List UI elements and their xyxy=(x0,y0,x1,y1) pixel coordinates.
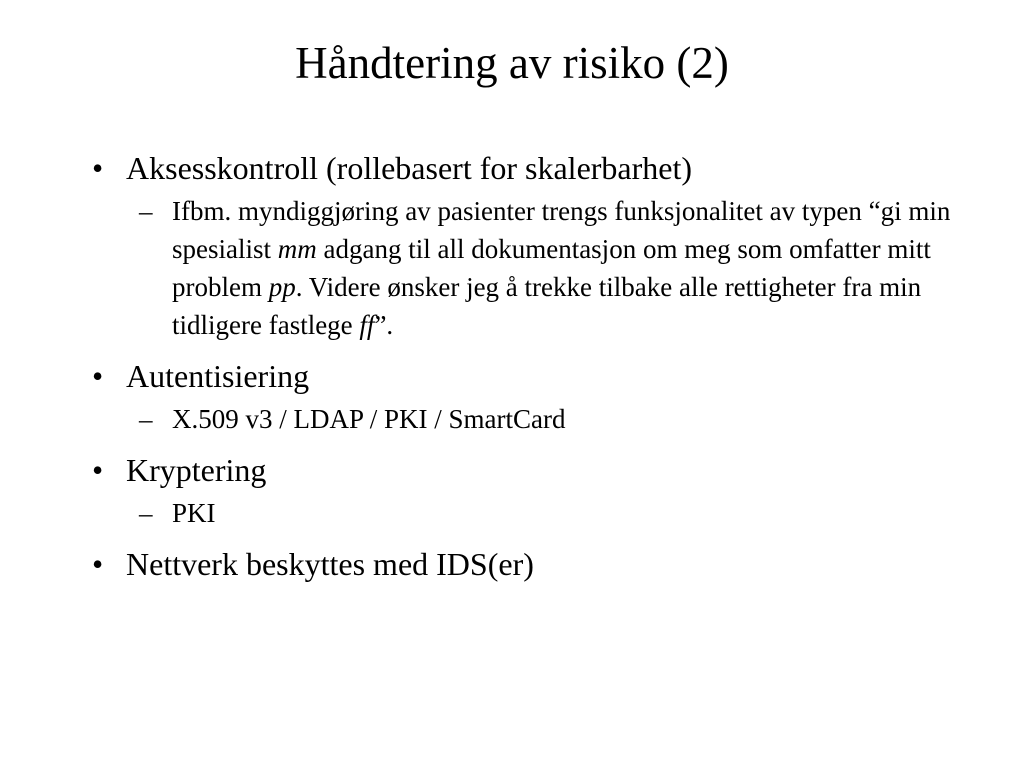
slide-title: Håndtering av risiko (2) xyxy=(295,38,729,88)
sub-text-part2: adgang til all dokumentasjon om meg som omfatter mitt problem xyxy=(172,234,931,302)
bullet-marker: • xyxy=(92,150,104,186)
bullet-text: Autentisiering xyxy=(126,358,310,394)
bullet-item-network-ids xyxy=(92,546,952,582)
bullet-text: Nettverk beskyttes med IDS(er) xyxy=(126,546,534,582)
sub-item-empowerment xyxy=(92,192,952,344)
sub-text-part1: Ifbm. myndiggjøring av pasienter trengs funksjonalitet av typen “gi min spesialist xyxy=(172,196,951,264)
sub-text-italic-ff: ff xyxy=(359,310,375,340)
sub-marker: – xyxy=(139,498,153,528)
sub-text: X.509 v3 / LDAP / PKI / SmartCard xyxy=(172,404,566,434)
bullet-marker: • xyxy=(92,452,104,488)
bullet-marker: • xyxy=(92,546,104,582)
bullet-item-encryption xyxy=(92,452,952,488)
bullet-item-authentication xyxy=(92,358,952,394)
sub-text-italic-mm: mm xyxy=(277,234,317,264)
sub-item-pki xyxy=(92,494,952,532)
sub-text: PKI xyxy=(172,498,216,528)
sub-text-italic-pp: pp xyxy=(268,272,296,302)
sub-text-part4: ”. xyxy=(374,310,394,340)
sub-marker: – xyxy=(139,404,153,434)
bullet-text: Kryptering xyxy=(126,452,267,488)
bullet-text: Aksesskontroll (rollebasert for skalerbarhet) xyxy=(126,150,693,186)
sub-item-x509 xyxy=(92,400,952,438)
sub-text-part3: . Videre ønsker jeg å trekke tilbake alle rettigheter fra min tidligere fastlege xyxy=(172,272,922,340)
slide-content xyxy=(92,150,952,588)
sub-marker: – xyxy=(139,196,153,226)
bullet-marker: • xyxy=(92,358,104,394)
bullet-item-access-control xyxy=(92,150,952,186)
